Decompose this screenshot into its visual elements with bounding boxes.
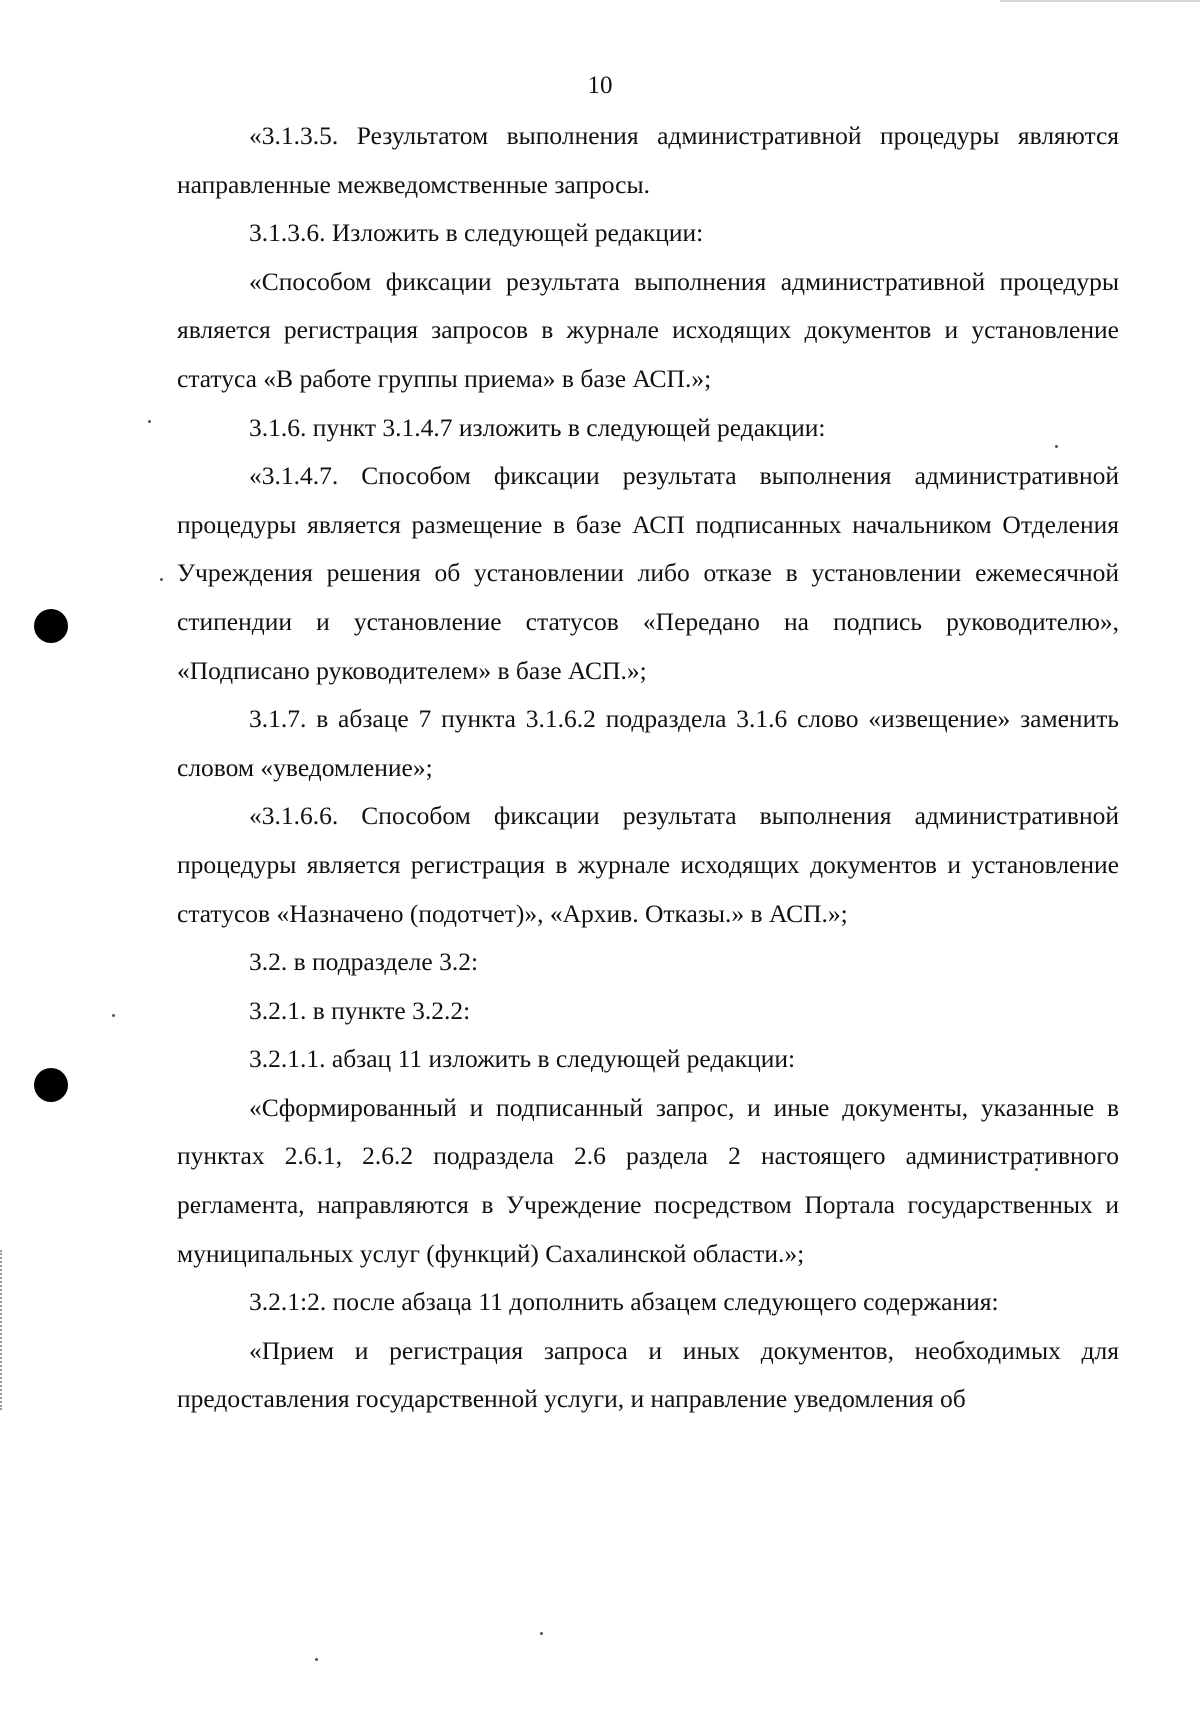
paragraph: «Способом фиксации результата выполнения административной процедуры является регистрация запросов в журнале исходящих документов и установление статуса «В работе группы приема» в базе АСП.»; [177,266,1119,393]
scan-speck [112,1014,115,1017]
paragraph: «Прием и регистрация запроса и иных документов, необходимых для предоставления государственной услуги, и направление уведомления об [177,1335,1119,1414]
paragraph: 3.1.3.6. Изложить в следующей редакции: [249,218,704,248]
paragraph: 3.1.7. в абзаце 7 пункта 3.1.6.2 подраздела 3.1.6 слово «извещение» заменить словом «уведомление»; [177,704,1119,782]
paragraph: 3.2.1:2. после абзаца 11 дополнить абзацем следующего содержания: [249,1287,999,1317]
paragraph: 3.2. в подразделе 3.2: [249,947,479,977]
scan-speck [540,1632,543,1635]
paragraph: «3.1.4.7. Способом фиксации результата выполнения административной процедуры является размещение в базе АСП подписанных начальником Отделения Учреждения решения об установлении либо отказе в установлении ежемесячной стипендии и установление статусов «Передано на подпись руководителю», «Подписано руководителем» в базе АСП.»; [177,461,1119,685]
punch-hole-mark [34,1068,68,1102]
paragraph: 3.2.1. в пункте 3.2.2: [249,995,471,1025]
scan-edge-marks [0,1250,4,1410]
scan-speck [315,1658,318,1661]
paragraph: «Сформированный и подписанный запрос, и иные документы, указанные в пунктах 2.6.1, 2.6.2 подраздела 2.6 раздела 2 настоящего административного регламента, направляются в Учреждение посредством Портала государственных и муниципальных услуг (функций) Сахалинской области.»; [177,1092,1119,1268]
page-number: 10 [587,72,613,99]
paragraph: 3.1.6. пункт 3.1.4.7 изложить в следующей редакции: [249,412,826,442]
punch-hole-mark [34,609,68,643]
scan-speck [160,578,163,581]
paragraph: «3.1.3.5. Результатом выполнения административной процедуры являются направленные межведомственные запросы. [177,121,1119,199]
scan-speck [148,420,151,423]
paragraph: 3.2.1.1. абзац 11 изложить в следующей редакции: [249,1044,796,1074]
paragraph: «3.1.6.6. Способом фиксации результата выполнения административной процедуры является регистрация в журнале исходящих документов и установление статусов «Назначено (подотчет)», «Архив. Отказы.» в АСП.»; [177,801,1119,928]
scan-edge-line [1000,0,1200,2]
document-body [177,112,1119,1424]
